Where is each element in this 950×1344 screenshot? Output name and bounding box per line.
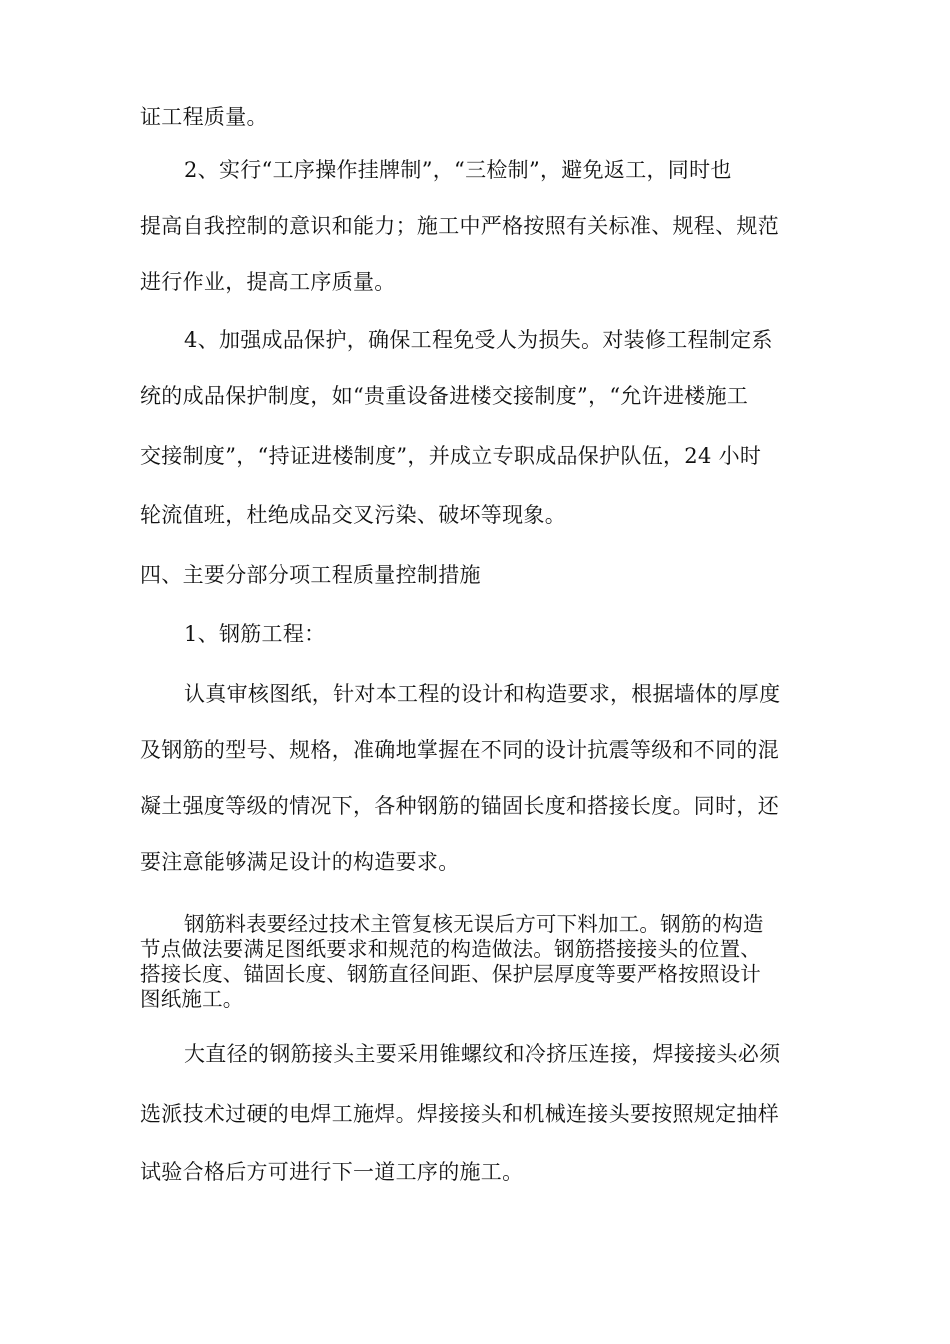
text-line-5: 4、加强成品保护，确保工程免受人为损失。对装修工程制定系 (184, 328, 773, 352)
text-line-13: 凝土强度等级的情况下，各种钢筋的锚固长度和搭接长度。同时，还 (140, 794, 779, 818)
text-line-16: 节点做法要满足图纸要求和规范的构造做法。钢筋搭接接头的位置、 (140, 937, 761, 961)
text-line-11: 认真审核图纸，针对本工程的设计和构造要求，根据墙体的厚度 (184, 682, 781, 706)
text-line-14: 要注意能够满足设计的构造要求。 (140, 850, 460, 874)
text-line-18: 图纸施工。 (140, 987, 244, 1011)
text-line-12: 及钢筋的型号、规格，准确地掌握在不同的设计抗震等级和不同的混 (140, 738, 779, 762)
text-line-8: 轮流值班，杜绝成品交叉污染、破坏等现象。 (140, 503, 566, 527)
text-line-3: 提高自我控制的意识和能力；施工中严格按照有关标准、规程、规范 (140, 214, 779, 238)
text-line-1: 证工程质量。 (140, 105, 268, 129)
subsection-heading: 1、钢筋工程： (184, 622, 326, 646)
text-line-20: 选派技术过硬的电焊工施焊。焊接接头和机械连接头要按照规定抽样 (140, 1102, 779, 1126)
dense-paragraph (140, 912, 820, 1012)
text-line-21: 试验合格后方可进行下一道工序的施工。 (140, 1160, 524, 1184)
text-line-6: 统的成品保护制度，如“贵重设备进楼交接制度”，“允许进楼施工 (140, 384, 749, 408)
text-line-4: 进行作业，提高工序质量。 (140, 270, 396, 294)
text-line-7: 交接制度”，“持证进楼制度”，并成立专职成品保护队伍，24 小时 (140, 444, 762, 468)
text-line-19: 大直径的钢筋接头主要采用锥螺纹和冷挤压连接，焊接接头必须 (184, 1042, 781, 1066)
text-line-17: 搭接长度、锚固长度、钢筋直径间距、保护层厚度等要严格按照设计 (140, 962, 761, 986)
text-line-15: 钢筋料表要经过技术主管复核无误后方可下料加工。钢筋的构造 (184, 912, 764, 936)
section-heading: 四、主要分部分项工程质量控制措施 (140, 563, 481, 587)
text-line-2: 2、实行“工序操作挂牌制”，“三检制”，避免返工，同时也 (184, 158, 732, 182)
